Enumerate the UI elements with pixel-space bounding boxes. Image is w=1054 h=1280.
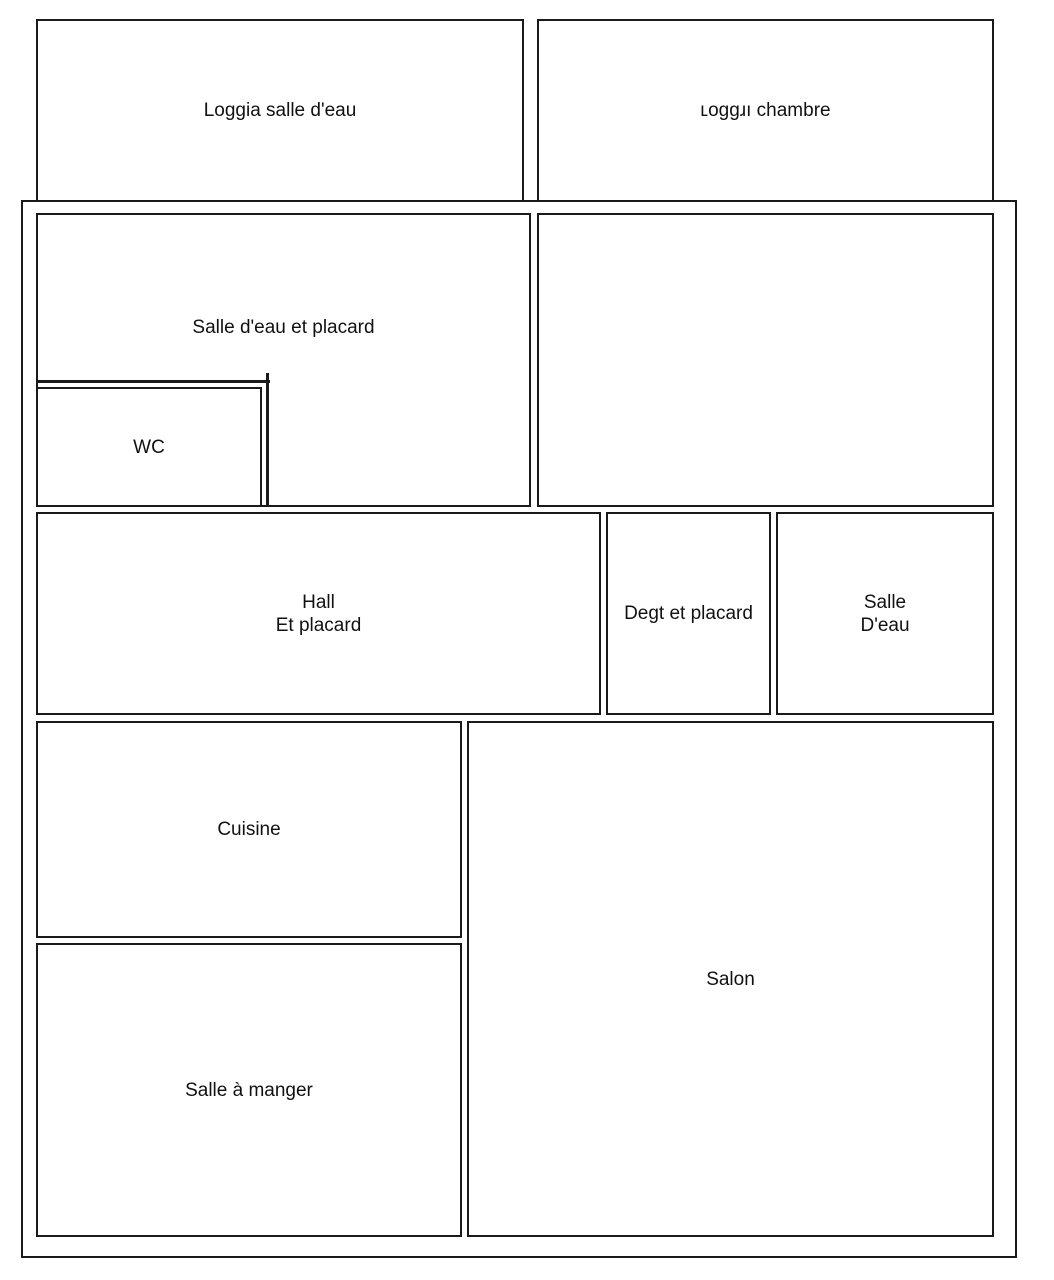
room-label-line: D'eau (860, 614, 910, 636)
room-chambre (537, 213, 994, 507)
room-label-line: Salle (863, 591, 907, 613)
room-label: Cuisine (217, 819, 281, 840)
room-salle-eau (776, 512, 994, 715)
partition-wall (266, 373, 269, 507)
room-loggia-salle-eau (36, 19, 524, 202)
room-hall (36, 512, 601, 715)
room-wc (36, 387, 262, 507)
room-label-line: Et placard (275, 614, 362, 636)
room-label (860, 591, 909, 637)
room-salon (467, 721, 994, 1237)
room-label: Loggia salle d'eau (203, 100, 357, 121)
room-label: Salle d'eau et placard (192, 317, 375, 338)
room-label: Salon (706, 968, 755, 990)
room-label: ʟoggɹı chambre (700, 100, 831, 121)
room-salle-a-manger (36, 943, 462, 1237)
room-label: Salle à manger (185, 1079, 313, 1101)
room-label: WC (133, 436, 165, 458)
partition-wall (36, 380, 270, 383)
room-loggia-chambre (537, 19, 994, 202)
room-label: Degt et placard (624, 603, 753, 624)
room-cuisine (36, 721, 462, 938)
room-label (276, 591, 362, 637)
room-degt-placard (606, 512, 771, 715)
room-label-line: Hall (302, 591, 335, 613)
